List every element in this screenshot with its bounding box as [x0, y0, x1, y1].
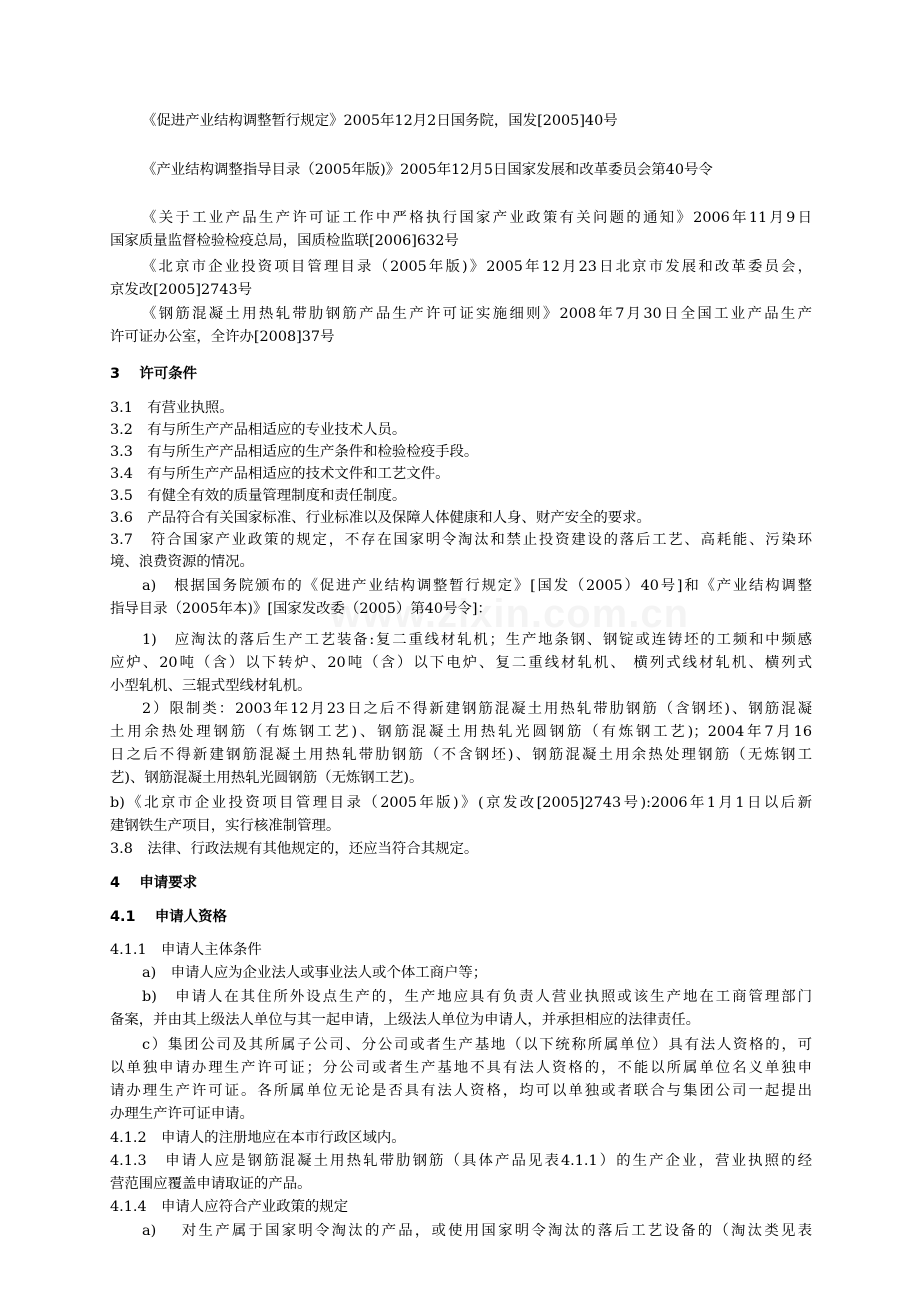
condition-item: 3.3 有与所生产产品相适应的生产条件和检验检疫手段。 — [110, 444, 479, 460]
policy-paragraph: 日之后不得新建钢筋混凝土用热轧带肋钢筋（不含钢坯)、钢筋混凝土用余热处理钢筋（无炼钢工 — [110, 747, 812, 763]
policy-paragraph: 艺)、钢筋混凝土用热轧光圆钢筋（无炼钢工艺)。 — [110, 770, 424, 786]
section-heading: 3 许可条件 — [110, 366, 197, 382]
policy-paragraph: 应炉、20吨（含）以下转炉、20吨（含）以下电炉、复二重线材轧机、 横列式线材轧机、横列式 — [110, 655, 812, 671]
regulation-line: 许可证办公室，全许办[2008]37号 — [110, 329, 335, 345]
condition-item: 3.4 有与所生产产品相适应的技术文件和工艺文件。 — [110, 466, 450, 482]
regulation-line: 《关于工业产品生产许可证工作中严格执行国家产业政策有关问题的通知》2006年11月9日 — [142, 210, 812, 226]
requirement-item: 营范围应覆盖申请取证的产品。 — [110, 1176, 312, 1192]
condition-item: 3.6 产品符合有关国家标准、行业标准以及保障人体健康和人身、财产安全的要求。 — [110, 510, 651, 526]
regulation-line: 京发改[2005]2743号 — [110, 282, 253, 298]
requirement-item: 备案，并由其上级法人单位与其一起申请，上级法人单位为申请人，并承担相应的法律责任。 — [110, 1012, 701, 1028]
condition-item: 3.1 有营业执照。 — [110, 400, 234, 416]
policy-paragraph: 建钢铁生产项目，实行核准制管理。 — [110, 818, 341, 834]
subsection-heading: 4.1 申请人资格 — [110, 909, 227, 925]
policy-paragraph: 指导目录（2005年本)》[国家发改委（2005）第40号令]： — [110, 601, 492, 617]
regulation-line: 《产业结构调整指导目录（2005年版)》2005年12月5日国家发展和改革委员会第40号令 — [142, 162, 713, 178]
requirement-item: 办理生产许可证申请。 — [110, 1106, 254, 1122]
condition-item: 3.2 有与所生产产品相适应的专业技术人员。 — [110, 422, 407, 438]
requirement-item: a) 申请人应为企业法人或事业法人或个体工商户等； — [142, 965, 488, 981]
requirement-item: 4.1.4 申请人应符合产业政策的规定 — [110, 1199, 349, 1215]
policy-paragraph: 土用余热处理钢筋（有炼钢工艺)、钢筋混凝土用热轧光圆钢筋（有炼钢工艺)；2004年7月16 — [110, 724, 812, 740]
regulation-line: 《促进产业结构调整暂行规定》2005年12月2日国务院，国发[2005]40号 — [142, 113, 618, 129]
condition-item: 3.5 有健全有效的质量管理制度和责任制度。 — [110, 488, 407, 504]
requirement-item: 请办理生产许可证。各所属单位无论是否具有法人资格，均可以单独或者联合与集团公司一起提出 — [110, 1083, 812, 1099]
condition-item: 3.8 法律、行政法规有其他规定的，还应当符合其规定。 — [110, 841, 479, 857]
policy-paragraph: 小型轧机、三辊式型线材轧机。 — [110, 678, 312, 694]
policy-paragraph: 1) 应淘汰的落后生产工艺装备:复二重线材轧机；生产地条钢、钢锭或连铸坯的工频和中频感 — [142, 632, 812, 648]
policy-paragraph: b)《北京市企业投资项目管理目录（2005年版)》(京发改[2005]2743号):2006年1月1日以后新 — [110, 795, 812, 811]
policy-paragraph: 2）限制类：2003年12月23日之后不得新建钢筋混凝土用热轧带肋钢筋（含钢坯)、钢筋混凝 — [142, 701, 812, 717]
requirement-item: b) 申请人在其住所外设点生产的，生产地应具有负责人营业执照或该生产地在工商管理部门 — [142, 989, 812, 1005]
requirement-item: 4.1.2 申请人的注册地应在本市行政区域内。 — [110, 1130, 406, 1146]
condition-item: 境、浪费资源的情况。 — [110, 554, 254, 570]
requirement-item: 以单独申请办理生产许可证；分公司或者生产基地不具有法人资格的，不能以所属单位名义单独申 — [110, 1060, 812, 1076]
requirement-item: c）集团公司及其所属子公司、分公司或者生产基地（以下统称所属单位）具有法人资格的，可 — [142, 1037, 812, 1053]
regulation-line: 国家质量监督检验检疫总局，国质检监联[2006]632号 — [110, 233, 459, 249]
regulation-line: 《北京市企业投资项目管理目录（2005年版)》2005年12月23日北京市发展和改革委员会， — [142, 259, 812, 275]
regulation-line: 《钢筋混凝土用热轧带肋钢筋产品生产许可证实施细则》2008年7月30日全国工业产品生产 — [142, 306, 812, 322]
section-heading: 4 申请要求 — [110, 875, 197, 891]
requirement-item: 4.1.1 申请人主体条件 — [110, 942, 262, 958]
policy-paragraph: a) 根据国务院颁布的《促进产业结构调整暂行规定》[国发（2005）40号]和《产业结构调整 — [142, 578, 812, 594]
requirement-item: 4.1.3 申请人应是钢筋混凝土用热轧带肋钢筋（具体产品见表4.1.1）的生产企业，营业执照的经 — [110, 1153, 812, 1169]
condition-item: 3.7 符合国家产业政策的规定，不存在国家明令淘汰和禁止投资建设的落后工艺、高耗能、污染环 — [110, 532, 812, 548]
requirement-item: a) 对生产属于国家明令淘汰的产品，或使用国家明令淘汰的落后工艺设备的（淘汰类见表 — [142, 1223, 812, 1239]
